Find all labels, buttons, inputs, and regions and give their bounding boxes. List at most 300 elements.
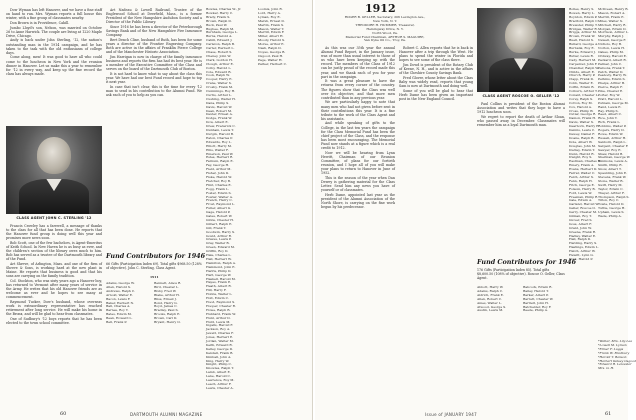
contributor-name: Ford, Lewis W. [569, 190, 592, 195]
contributor-name: Hart, George W. [206, 272, 232, 277]
contributor-name: Hunt, Arthur D. [206, 315, 231, 320]
paragraph: Bert Dench Cline, husband of Ruth, has been for some years a director of the Frontier Engraving Company. Both are active in the affairs of Franklin Pierce College and of the Manchester Historic Association. [106, 37, 202, 55]
contributor-name: Morrison, Arthur L. [598, 30, 629, 35]
left-names-column-2 [258, 8, 310, 408]
contributor-name: Abbott, Harry W. [477, 285, 504, 289]
contributor-name: Porter, Roy W. [598, 92, 621, 97]
contributor-name: Grant, John W. [569, 225, 592, 230]
contributor-name: Hayes, Frank E. [206, 280, 232, 285]
contributor-name: Aldrich, Frank E. [477, 292, 504, 297]
contributor-name: Heath, Albert R. [206, 284, 232, 289]
right-column-1 [321, 46, 395, 412]
contributor-name: Bennett, Amos R. [154, 281, 182, 285]
officer-line: Memorial Fund Chairman, ARTHUR S. MAGUIRE, [345, 34, 425, 39]
contributor-name: Hall, Herbert W. [206, 257, 232, 261]
contributor-name: Evans, Herbert D. [569, 167, 598, 172]
paragraph: Paul Collins is president of the Boston Alumni Association and writes that they hope to have a 1912 luncheon soon. [477, 102, 565, 115]
contributor-name: Hatch, Arthur W. [569, 249, 596, 254]
paragraph: Bob Scott, one of the few bachelors, is Agent-Emeritus of Keith School. In New Haven he is as busy as ever, and the children's section of the library owes much to him. Bob has served as a trustee of the Dartmouth library and of the Fund. [6, 240, 102, 262]
contributor-name: Jordan, Walter M. [206, 339, 234, 344]
officer-line: North Wood, Pa. [372, 30, 398, 35]
paragraph: It was a great pleasure to have the returns from every corner of the country. The figures show that the Class was well over its objective, and that more men contributed than in any previous year. [321, 79, 395, 100]
contributor-name: Bliss, Ernest J. [154, 296, 177, 301]
paragraph: This is the season of the year when Dan Dewey is gathering material for the Class Letter. Send him any news you have of yourself or of classmates. [321, 175, 395, 193]
contributor-name: Dearborn, Harry E. [569, 124, 600, 129]
paragraph: In case that isn't clear, this is the time for every '12 man to send in his contribution to the Alumni Fund. We ask each of you to help as you can. [106, 84, 202, 97]
contributor-name: Eaton, Charles P. [206, 135, 233, 140]
contributor-name: Cox, Harold A. [569, 104, 592, 109]
contributor-name: Chandler, Ralph W. [569, 65, 599, 70]
photo-caption: CLASS AGENT ROSCOE O. GELLER '12 [482, 94, 560, 98]
officer-line: THEODORE H. HUMMER, Treasurer, [355, 22, 415, 27]
contributor-name: Loomis, John R. [258, 7, 283, 11]
contributor-name: Fitch, George E. [569, 182, 595, 187]
contributor-name: Kendall, Frank B. [206, 350, 234, 355]
contributor-name: Griffin, Roy D. [206, 249, 229, 254]
memorial-name: *Elmer F. Luggs [598, 346, 624, 351]
contributor-name: Hoyt, Harold P. [569, 257, 593, 261]
contributor-name: Austin, Lewis M. [477, 308, 504, 313]
contributor-name: Bird, Chester L. [154, 284, 180, 289]
contributor-name: Butler, Lewis R. [569, 53, 594, 58]
memorial-name: *Edward R. Leicester [598, 362, 632, 367]
paragraph: Jim Harrigan is now in charge of the family insurance business and reports the firm has had its best year. He is a member of the Executive Committee of the Class and serves on the board of the Dartmouth Club of Boston. [106, 54, 202, 72]
contributor-name: Kimball, John A. [206, 354, 232, 359]
contributor-name: Gilman, Roy T. [569, 214, 592, 219]
contributor-name: Corey, Ralph S. [569, 96, 594, 101]
fund-list-a [477, 286, 521, 313]
contributor-name: McIlveen, Henry B. [598, 7, 629, 11]
contributor-name: Childs, Albert E. [569, 69, 595, 74]
paragraph: And while speaking of gifts to the College, in the last ten years the campaign for the Class Memorial Fund has been the chief project of the Class, and the response has been most encouraging. The Memorial Fund now stands at a figure which is a real credit to 1912. [321, 121, 395, 151]
contributor-name: Lamb, Albert E. [206, 370, 231, 375]
contributor-name: Rogers, Harry D. [598, 128, 625, 133]
right-page-number: 61 [605, 411, 612, 417]
contributor-name: Ingalls, Harold F. [206, 323, 234, 328]
contributor-name: Bailey, Harold T. [523, 288, 549, 293]
contributor-name: Bugbee, Ralph M. [206, 26, 235, 31]
contributor-name: Kelley, George D. [206, 346, 233, 351]
contributor-name: Emerson, Paul W. [206, 151, 234, 156]
contributor-name: Damon, Frank H. [569, 116, 597, 121]
contributor-name: Davis, Harold W. [206, 104, 233, 109]
memorial-name: *Lowell M. Lyman [598, 342, 627, 347]
contributor-name: Ordway, Harold E. [598, 53, 627, 58]
contributor-name: Brooks, Ralph E. [154, 312, 181, 317]
contributor-name: Jackson, Roy A. [206, 327, 231, 332]
photo-caption: CLASS AGENT JOHN C. STERLING '12 [16, 216, 92, 220]
paragraph: Come along, men! It was good to have all who could come to the luncheon in New York and the reunion dinner in Hanover. Let us make this a year to remember for '12 in every way, and keep up the fine record the class has always made. [6, 55, 102, 76]
contributor-name: Lewis, Chester A. [206, 385, 234, 390]
contributor-name: Morse, Arthur E. [258, 42, 285, 47]
fund-summary: 176 Gifts (Participation Index 85). Total gifts $8,600.50 (108% of objective). Roscoe O. Geller, Class Agent. [477, 268, 565, 280]
contributor-name: Hewitt, Lynn G. [569, 253, 594, 258]
contributor-name: French, Harry C. [206, 198, 233, 203]
photo-head [505, 18, 537, 53]
contributor-name: Haskell, Harold M. [206, 276, 236, 281]
contributor-name: Hall, Ralph D. [569, 237, 592, 242]
contributor-name: Colburn, Arthur T. [569, 89, 598, 94]
contributor-name: Mason, Walter T. [258, 26, 285, 31]
contributor-name: Bryant, Henry O. [154, 320, 181, 325]
contributor-name: Baker, Herbert N. [106, 300, 134, 305]
contributor-name: Putnam, George M. [598, 100, 629, 105]
contributor-name: Folsom, Harry B. [569, 186, 596, 191]
memorial-name: Mrs. G. H. [598, 366, 615, 371]
contributor-name: Dwight, Roy S. [569, 155, 593, 160]
paragraph: Dow Wyman has left Hanover, and we have a fine staff on hand to run. Mrs. Wyman reports a full house this winter, with a fine group of classmates nearby. [6, 8, 102, 21]
paragraph: One of Sudbury's '12 boys reports that he has been elected to the town school committee. [6, 317, 102, 326]
contributor-name: Morgan, Edwin D. [598, 26, 627, 31]
contributor-name: Buck, Paul W. [206, 22, 228, 27]
contributor-name: Carter, Herbert L. [206, 46, 235, 51]
contributor-name: Hale, Charles L. [206, 253, 232, 258]
contributor-name: Farnum, Ralph E. [206, 159, 234, 164]
contributor-name: Dow, Albert E. [206, 120, 229, 125]
contributor-name: Arnold, Walter E. [106, 292, 134, 297]
contributor-name: Hastings, Edwin L. [569, 245, 599, 250]
contributor-name: Cutler, George R. [569, 112, 597, 117]
contributor-name: Keith, Edward R. [206, 342, 233, 347]
paragraph: Robert C. Allen reports that he is back in Hanover after a trip through the West. He plans to spend the winter in Florida and hopes to see some of the class there. [399, 46, 473, 63]
contributor-name: Spaulding, John E. [598, 171, 628, 176]
contributor-name: Carpenter, John F. [569, 61, 598, 66]
left-column-1 [6, 8, 102, 128]
contributor-name: Fletcher, Roy B. [206, 178, 232, 183]
fund-title: Fund Contributors for 1946 [106, 252, 206, 260]
contributor-name: Merrill, Edwin F. [258, 30, 285, 35]
contributor-name: Marsh, Ernest D. [258, 18, 285, 23]
contributor-name: Harris, Philip D. [206, 268, 232, 273]
contributor-name: Church, Harry P. [569, 73, 596, 78]
contributor-name: Burbank, Roy E. [569, 46, 595, 51]
right-column-3 [477, 102, 565, 252]
contributor-name: Snow, Albert T. [598, 167, 622, 172]
paragraph: Herb Dame, appointed last year as the president of the Alumni Association of the North Shore, is carrying on the fine work begun by his predecessor. [321, 192, 395, 210]
contributor-name: Ball, Charles A. [106, 304, 131, 309]
contributor-name: Colby, Harold L. [206, 65, 232, 70]
fund-list-b [523, 286, 567, 313]
contributor-name: Murphy, Ralph J. [598, 34, 625, 39]
paragraph: Jim Dowd is president of the Rotary Club of Keene, N. H., and is active in the affairs of the Cheshire County Savings Bank. [399, 62, 473, 76]
contributor-name: Robbins, Walter P. [598, 124, 627, 129]
contributor-name: Thayer, Arthur F. [598, 190, 625, 195]
right-page [315, 0, 636, 420]
officer-line: Van Dyke Oil Co., Troy, Pa. [364, 38, 406, 43]
paragraph: Now we will be hearing from Lynn Hewitt, Chairman of our Reunion Committee, of plans for our fortieth reunion, and I hope all of you will make your plans to return to Hanover in June of 1952. [321, 150, 395, 176]
contributor-name: Davis, Walter S. [569, 120, 594, 125]
contributor-name: Blake, Arthur H. [154, 292, 180, 297]
contributor-name: Fogg, Frank L. [206, 186, 230, 191]
contributor-name: Bond, Harry G. [154, 300, 178, 305]
contributor-name: Noyes, George B. [258, 49, 286, 54]
contributor-name: Towle, Harold D. [598, 202, 625, 207]
contributor-name: Hobbs, Walter L. [206, 292, 233, 297]
contributor-name: Dole, Albert W. [569, 139, 593, 144]
contributor-name: Merrill, Frank E. [598, 14, 625, 19]
contributor-name: Fay, George H. [206, 163, 230, 168]
contributor-name: Patch, Walter D. [598, 69, 624, 74]
contributor-name: Bowles, Charles W., Jr. [206, 7, 242, 11]
contributor-name: Adams, Ralph C. [477, 288, 503, 293]
contributor-name: Smith, Philip R. [598, 163, 623, 168]
contributor-name: Glover, Fred S. [569, 217, 593, 222]
contributor-name: Bradley, Paul S. [154, 308, 179, 313]
contributor-name: Lane, Harold C. [206, 374, 231, 379]
paragraph: Raymond Tucker, Dow's husband, whose overseas work is extraordinary representative has reached retirement after long service. He will make his home in the Bronx, and will be glad to hear from classmates. [6, 300, 102, 317]
left-footer: DARTMOUTH ALUMNI MAGAZINE [130, 412, 203, 417]
contributor-name: Carleton, Ralph B. [206, 42, 236, 47]
contributor-name: Durgin, Harold B. [206, 132, 234, 136]
paragraph: Since 1916 he has been a director of the Peterborough Savings Bank and of the New Hampshire Fire Insurance Company. [106, 24, 202, 38]
contributor-name: Moody, Harold S. [258, 38, 286, 43]
contributor-name: Russell, Arthur H. [598, 135, 627, 140]
photo-roscoe-geller [477, 8, 565, 92]
contributor-name: Tuttle, George H. [598, 206, 626, 211]
contributor-name: Gage, Harold P. [206, 210, 231, 215]
contributor-name: Fenn, Ralph H. [569, 178, 593, 183]
contributor-name: Brown, Ralph D. [206, 18, 232, 23]
contributor-name: Fiske, Harold W. [206, 174, 232, 179]
contributor-name: Goodwin, Harry S. [206, 229, 235, 234]
contributor-name: Lord, Harry A. [258, 10, 281, 15]
contributor-name: Mitchell, Harry R. [598, 22, 627, 27]
contributor-name: Swift, Harry M. [598, 182, 623, 187]
contributor-name: Emery, Frank A. [569, 163, 595, 168]
contributor-name: Cummings, Roy H. [206, 89, 236, 94]
contributor-name: Brewster, Philip T. [569, 22, 598, 27]
class-year-heading: 1912 [365, 2, 396, 15]
contributor-name: Hood, Raymond S. [206, 299, 236, 304]
contributor-name: Gray, Walter B. [206, 241, 230, 246]
contributor-name: Palmer, John C. [598, 61, 622, 66]
contributor-name: Miller, Albert H. [258, 34, 284, 39]
contributor-name: Dunham, Lewis T. [206, 128, 234, 133]
contributor-name: Hamilton, Ralph A. [206, 260, 236, 265]
right-names-column [569, 7, 602, 408]
contributor-name: Dean, Robert M. [206, 108, 232, 113]
contributor-name: Nash, Ralph D. [258, 46, 282, 51]
contributor-name: Lyman, Roy E. [258, 14, 281, 19]
contributor-name: Bolles, Henry S. [569, 7, 595, 11]
contributor-name: Rice, John T. [598, 116, 618, 121]
contributor-name: Brown, Carl D. [154, 316, 178, 321]
contributor-name: Hooper, Chester R. [206, 303, 236, 308]
contributor-name: Bates, Edwin M. [106, 312, 132, 317]
photo-head [37, 137, 72, 174]
contributor-name: Peabody, Harry W. [598, 73, 627, 78]
contributor-name: Jewett, Charles F. [206, 331, 234, 336]
contributor-name: Burke, Edward J. [569, 49, 596, 54]
contributor-name: Parker, Herbert C. [258, 61, 287, 66]
paragraph: Art Shreve, of Arlington, Mass. and one of the firm of Shreve & Sons, is working hard at the new plant in Maine. He reports that business is good and that his sons are carrying on the family tradition. [6, 262, 102, 279]
contributor-name: Hurd, Lewis M. [206, 319, 231, 324]
contributor-name: Holt, Edwin C. [206, 296, 229, 301]
memorial-name: *Walter, Mrs. Lily Lee [598, 339, 633, 343]
contributor-name: Gilbert, Ralph E. [206, 221, 233, 226]
contributor-name: Estes, Herbert R. [206, 155, 234, 160]
contributor-name: Fowler, Walter A. [206, 194, 233, 199]
contributor-name: Pratt, Harold L. [598, 96, 623, 101]
contributor-name: Cross, Philip W. [569, 108, 594, 113]
contributor-name: Cole, Edward B. [206, 69, 232, 74]
paragraph: We are particularly happy to note that many men who had not given before sent in their contributions this year. It is a fine tribute to the work of the Class Agent and his assistants. [321, 100, 395, 121]
contributor-name: Phelps, Arthur B. [598, 81, 626, 86]
contributor-name: Barnes, Roy T. [106, 308, 129, 313]
contributor-name: Foster, Edwin S. [206, 190, 232, 195]
contributor-name: Dunn, Harold R. [569, 151, 595, 156]
contributor-name: Bowker, Harry C. [206, 10, 234, 15]
paragraph: Fred Glover, whose letter about the Class Baby was widely read, reports that young Sam is now at Dartmouth and doing well. [399, 75, 473, 89]
memorial-list [598, 339, 636, 400]
fund-list-b [154, 282, 200, 325]
contributor-name: Garland, Harold W. [569, 202, 600, 207]
contributor-name: Brown, Frank W. [569, 34, 596, 39]
contributor-name: Upham, Lewis S. [598, 210, 625, 215]
contributor-name: Andrews, Ralph C. [106, 288, 136, 293]
contributor-name: Cobb, Walter E. [569, 81, 594, 86]
contributor-name: Buell, Harold S. [569, 38, 594, 43]
contributor-name: Martin, Frank S. [258, 22, 284, 27]
contributor-name: Sanborn, Ralph L. [598, 139, 627, 144]
contributor-name: Norton, Lewis H. [598, 46, 625, 51]
contributor-name: Stevens, Frank W. [598, 174, 627, 179]
contributor-name: Curtis, Arthur L. [206, 92, 233, 97]
contributor-name: Cheney, John W. [206, 53, 232, 58]
contributor-name: Crosby, Frank M. [206, 85, 234, 90]
memorial-name: *Frank W. Bradbury [598, 350, 630, 355]
contributor-name: Rand, Lewis E. [598, 104, 622, 109]
paragraph: Art Nadeau & Lowell Railroad, Trustee of the Englewood School at Deerfield, Mass., is a former President of the New Hampshire Audubon Society and a Director of the Public Library. [106, 8, 202, 25]
contributor-name: Batchelder, Roy F. [523, 304, 552, 309]
contributor-name: Briggs, Arthur M. [569, 30, 597, 35]
contributor-name: Dana, Philip S. [206, 100, 230, 105]
contributor-name: Bullard, George A. [569, 42, 599, 47]
fund-list-header: 1911 [150, 275, 159, 279]
contributor-name: Dodge, Frank W. [206, 116, 233, 121]
contributor-name: Felch, Arthur S. [569, 174, 594, 179]
contributor-name: Barrett, Chester W. [523, 296, 554, 301]
contributor-name: Gibbs, Chester H. [206, 217, 234, 222]
contributor-name: Gould, Arthur R. [206, 233, 232, 238]
contributor-name: Atwood, George S. [477, 304, 507, 309]
contributor-name: Dexter, Ernest A. [206, 112, 233, 117]
contributor-name: Greene, Frank R. [569, 229, 597, 234]
contributor-name: Goss, Albert F. [569, 221, 592, 226]
paragraph: Francis Crowley has a farewell, a message of thanks to the class for all that has been done. He reports that the Hanover fund group is doing well this year and promises more news soon. [6, 224, 102, 241]
left-page-number: 60 [60, 411, 67, 417]
paragraph: Some of you will be glad to hear that Herb Dame has been given an important post in the New England Council. [399, 88, 473, 101]
contributor-name: Cushing, Walter H. [206, 96, 236, 101]
left-column-1-lower [6, 224, 102, 412]
contributor-name: Oakes, Philip M. [598, 49, 624, 54]
contributor-name: Thompson, Ralph S. [598, 194, 630, 199]
left-page [0, 0, 313, 420]
contributor-name: Parsons, Frank T. [598, 65, 626, 70]
contributor-name: King, Harry W. [206, 358, 230, 363]
contributor-name: Graves, Lewis P. [206, 237, 232, 242]
contributor-name: Ames, Walter L. [477, 300, 502, 305]
contributor-name: Edwards, Roy L. [206, 139, 232, 144]
contributor-name: Barker, Albert P. [523, 292, 549, 297]
contributor-name: Bartlett, John H. [523, 300, 549, 305]
left-names-column [206, 8, 256, 408]
fund-summary: 66 Gifts (Participation Index 69). Total gifts $968.50 (128% of objective). John C. Sterling, Class Agent. [106, 262, 202, 270]
contributor-name: Eastman, Charles H. [569, 159, 602, 164]
contributor-name: Gill, Frank T. [206, 225, 227, 230]
contributor-name: Bean, Howard L. [106, 316, 133, 321]
contributor-name: Field, Arthur M. [206, 167, 232, 172]
paragraph: Andy is back under John Sterling, '12, the nation's outstanding man in the 1914 campaign, and he has taken to the task with the old enthusiasm of college days. [6, 38, 102, 55]
fund-list-a [106, 282, 152, 325]
contributor-name: Bridges, Walter R. [569, 26, 598, 31]
contributor-name: Packard, Albert R. [598, 57, 627, 62]
contributor-name: Brady, Frank S. [206, 14, 231, 19]
contributor-name: Page, Walter H. [258, 57, 283, 62]
contributor-name: Clapp, Frank D. [569, 77, 594, 82]
memorial-name: *Herbert Kelsey Osgood [598, 358, 636, 363]
contributor-name: Bowen, Harry L. [569, 10, 595, 15]
contributor-name: Bacon, Lewis F. [106, 296, 131, 301]
contributor-name: Taylor, Edwin C. [598, 186, 624, 191]
contributor-name: Jones, Herbert E. [206, 335, 234, 340]
contributor-name: Simmons, Lewis A. [598, 159, 628, 164]
contributor-name: Sherman, George W. [598, 155, 631, 160]
contributor-name: Knight, Philip C. [206, 362, 232, 367]
contributor-name: Doane, Ralph B. [569, 135, 595, 140]
contributor-name: Ellis, Walter F. [206, 147, 229, 152]
contributor-name: Burnham, George L. [206, 30, 238, 35]
contributor-name: Boynton, Edwin P. [569, 14, 598, 19]
contributor-name: Elliott, Harry M. [206, 143, 232, 148]
contributor-name: Pierce, Ralph F. [598, 85, 623, 90]
contributor-name: Cady, Herbert M. [569, 57, 597, 62]
contributor-name: Douglas, John M. [569, 143, 596, 148]
contributor-name: Chase, Robert S. [206, 49, 233, 54]
contributor-name: Perkins, Edwin S. [598, 77, 626, 82]
officer-line: ROGER B. GELLER, Secretary, 206 Lexington Ave., [344, 15, 426, 19]
contributor-name: Gale, Edwin A. [569, 198, 593, 203]
officer-line: Hemingway Drive, N. Y. [366, 26, 404, 31]
contributor-name: Cahill, Edward J. [206, 38, 233, 43]
contributor-name: Lawrence, Roy M. [206, 378, 235, 383]
contributor-name: Harding, Harry S. [569, 241, 598, 246]
contributor-name: Bixby, Fred W. [154, 288, 177, 293]
contributor-name: Dennis, Lewis C. [569, 128, 596, 133]
right-names-column-2 [598, 7, 631, 338]
contributor-name: Miles, Walter S. [598, 18, 623, 23]
contributor-name: Pike, Chester E. [598, 89, 624, 94]
contributor-name: Dewey, Daniel F. [569, 132, 595, 136]
paragraph: It is not hard to know what to say about the class this year. We have had our best Fund record and hope to top it next year. [106, 71, 202, 84]
contributor-name: Conant, Chester L. [569, 92, 599, 97]
contributor-name: Cotton, Roy M. [569, 100, 593, 105]
paragraph: Col. Stockton, who was sixty years ago a Hanover boy, has returned to Vermont after many years of service in the Army. He writes that his old Hanover friends are as welcome as ever and he hopes to see many at commencement. [6, 279, 102, 300]
contributor-name: Flint, Charles E. [206, 182, 232, 187]
contributor-name: Clark, Gordon H. [206, 57, 233, 62]
contributor-name: Farrar, Walter C. [569, 171, 596, 176]
contributor-name: Fisher, John D. [206, 171, 230, 176]
contributor-name: Bell, Frank P. [106, 320, 127, 325]
contributor-name: Reed, Albert C. [598, 112, 622, 117]
contributor-name: Tilton, Roy C. [598, 198, 620, 203]
contributor-name: Wade, Philip A. [598, 214, 622, 219]
paragraph: As this was our 35th year the annual Alumni Fund Report, in the January issue, was of more than usual interest to those of us who have been keeping up with the record. The members of the Class of 1912 can be justly proud of the record made this year, and we thank each of you for your part in the campaign. [321, 46, 395, 79]
paragraph: Don Brown is in Providence, Cahill. [10, 20, 70, 25]
contributor-name: Green, Edward M. [206, 245, 235, 250]
contributor-name: Knowles, Ralph T. [206, 366, 234, 371]
contributor-name: Cooper, Harry E. [206, 77, 233, 82]
